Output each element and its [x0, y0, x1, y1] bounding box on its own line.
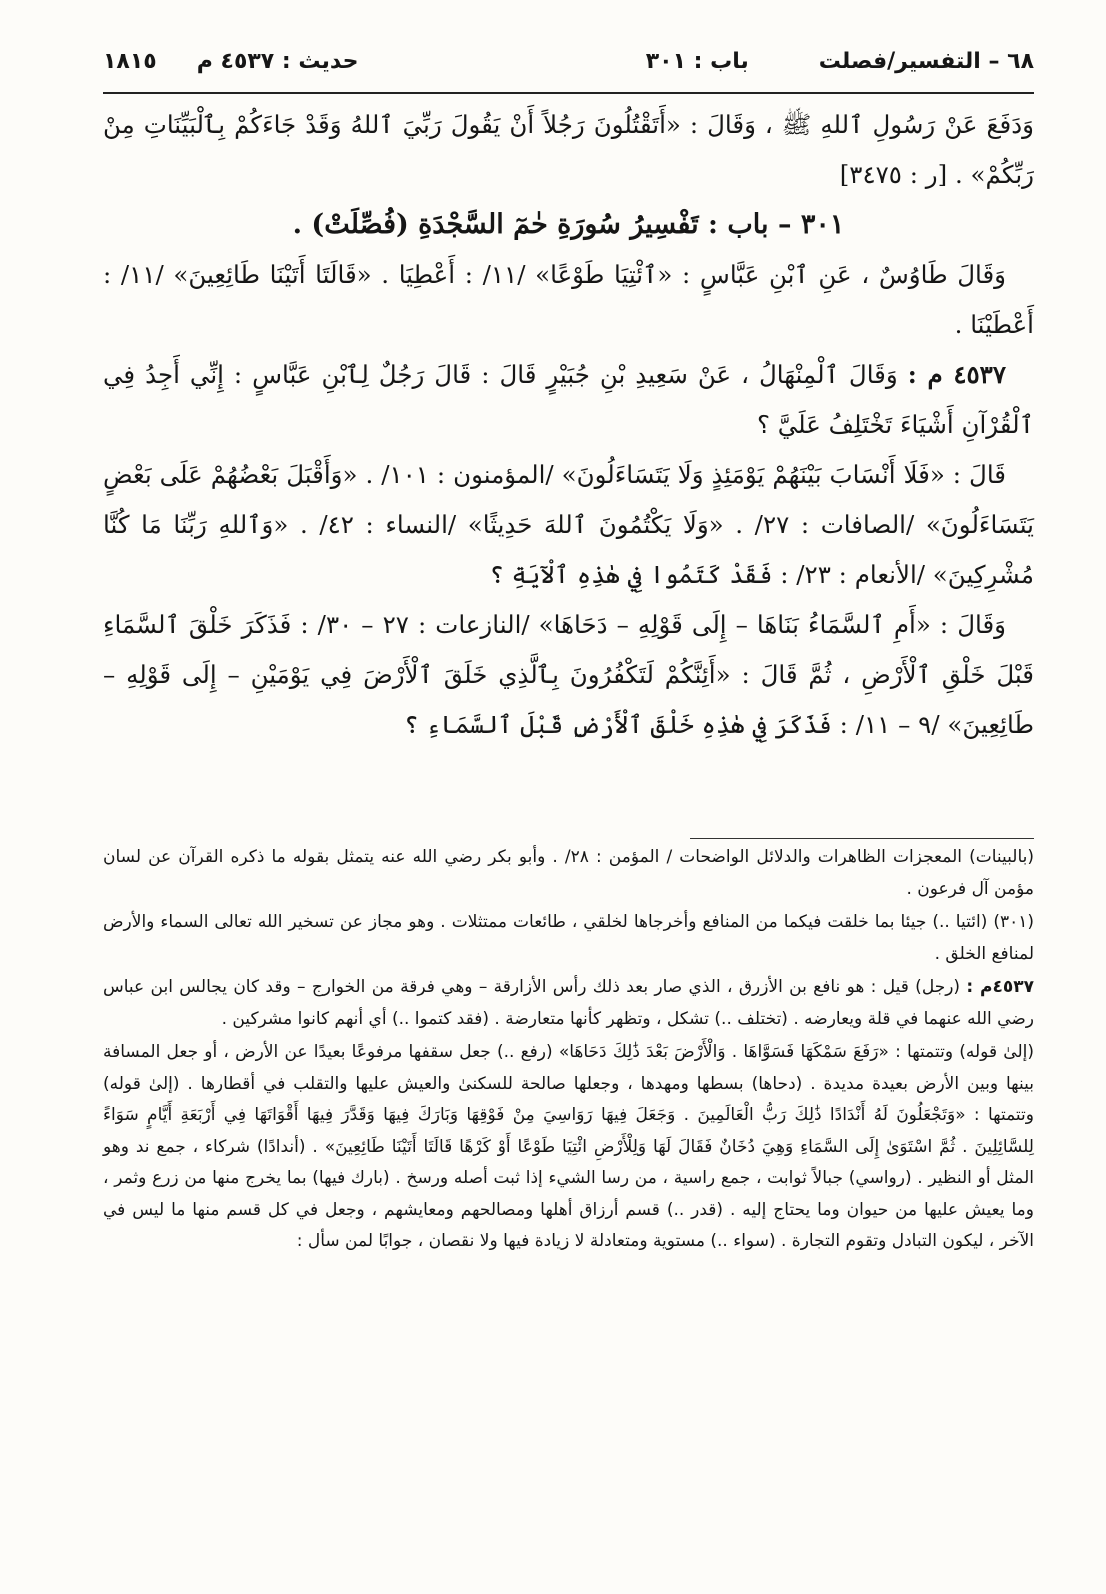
main-paragraph-1: وَدَفَعَ عَنْ رَسُولِ ٱللهِ ﷺ ، وَقَالَ : «أَتَقْتُلُونَ رَجُلاً أَنْ يَقُولَ رَبِّيَ ٱللهُ وَقَدْ جَاءَكُمْ بِٱلْبَيِّنَاتِ مِنْ رَبِّكُمْ» . [ر : ٣٤٧٥] [103, 110, 1034, 189]
hadith-text: وَقَالَ ٱلْمِنْهَالُ ، عَنْ سَعِيدِ بْنِ جُبَيْرٍ قَالَ : قَالَ رَجُلٌ لِٱبْنِ عَبَّاسٍ : إِنِّي أَجِدُ فِي ٱلْقُرْآنِ أَشْيَاءَ تَخْتَلِفُ عَلَيَّ ؟ [103, 360, 1034, 439]
footnote-2: (٣٠١) (ائتيا ..) جيئا بما خلقت فيكما من المنافع وأخرجاها لخلقي ، طائعات ممتثلات . وهو مجاز عن تسخير الله تعالى السماء والأرض لمنافع الخلق . [103, 912, 1034, 964]
hadith-number: ٤٥٣٧ م : [907, 360, 1006, 389]
page-number: ١٨١٥ [103, 48, 157, 74]
footnote-divider [690, 838, 1034, 839]
main-paragraph-4: قَالَ : «فَلَا أَنْسَابَ بَيْنَهُمْ يَوْمَئِذٍ وَلَا يَتَسَاءَلُونَ» /المؤمنون : ١٠١/ . «وَأَقْبَلَ بَعْضُهُمْ عَلَى بَعْضٍ يَتَسَاءَلُونَ» /الصافات : ٢٧/ . «وَلَا يَكْتُمُونَ ٱللهَ حَدِيثًا» /النساء : ٤٢/ . «وَٱللهِ رَبِّنَا مَا كُنَّا مُشْرِكِينَ» /الأنعام : ٢٣/ : فَقَدْ كَتَمُوا فِي هٰذِهِ ٱلْآيَةِ ؟ [103, 460, 1034, 589]
main-paragraph-2: وَقَالَ طَاوُسٌ ، عَنِ ٱبْنِ عَبَّاسٍ : «ٱئْتِيَا طَوْعًا» /١١/ : أَعْطِيَا . «قَالَتَا أَتَيْنَا طَائِعِينَ» /١١/ : أَعْطَيْنَا . [103, 260, 1034, 339]
chapter-ref: باب : ٣٠١ [645, 48, 749, 74]
footnote-4: (إلىٰ قوله) وتتمتها : «رَفَعَ سَمْكَهَا فَسَوَّاهَا . وَالْأَرْضَ بَعْدَ ذَٰلِكَ دَحَاهَا» (رفع ..) جعل سقفها مرفوعًا بعيدًا عن الأرض ، أو جعل المسافة بينها وبين الأرض بعيدة مديدة . (دحاها) بسطها ومهدها ، وجعلها صالحة للسكنىٰ والعيش عليها والتقلب في أقطارها . (إلىٰ قوله) وتتمتها : «وَتَجْعَلُونَ لَهُ أَنْدَادًا ذَٰلِكَ رَبُّ الْعَالَمِينَ . وَجَعَلَ فِيهَا رَوَاسِيَ مِنْ فَوْقِهَا وَبَارَكَ فِيهَا وَقَدَّرَ فِيهَا أَقْوَاتَهَا فِي أَرْبَعَةِ أَيَّامٍ سَوَاءً لِلسَّائِلِينَ . ثُمَّ اسْتَوَىٰ إِلَى السَّمَاءِ وَهِيَ دُخَانٌ فَقَالَ لَهَا وَلِلْأَرْضِ ائْتِيَا طَوْعًا أَوْ كَرْهًا قَالَتَا أَتَيْنَا طَائِعِينَ» . (أندادًا) شركاء ، جمع ند وهو المثل أو النظير . (رواسي) جبالاً ثوابت ، جمع راسية ، من رسا الشيء إذا ثبت أصله ورسخ . (بارك فيها) بما يخرج منها من زرع وثمر ، وما يعيش عليها من حيوان وما يحتاج إليه . (قدر ..) قسم أرزاق أهلها ومصالحهم ومعايشهم ، وجعل في كل قسم منها ما ليس في الآخر ، ليكون التبادل وتقوم التجارة . (سواء ..) مستوية ومتعادلة لا زيادة فيها ولا نقصان ، جوابًا لمن سأل : [103, 1042, 1034, 1251]
header-right [646, 49, 1034, 74]
book-title: ٦٨ – التفسير/فصلت [818, 48, 1034, 74]
running-header [103, 38, 1034, 84]
footnote-3 [103, 972, 1034, 1035]
main-text [103, 100, 1034, 750]
main-paragraph-3 [103, 350, 1034, 450]
footnotes [103, 842, 1034, 1260]
footnote-1: (بالبينات) المعجزات الظاهرات والدلائل الواضحات / المؤمن : ٢٨/ . وأبو بكر رضي الله عنه يتمثل بقوله ما ذكره القرآن عن لسان مؤمن آل فرعون . [103, 847, 1035, 899]
header-divider [103, 92, 1034, 94]
section-title: ٣٠١ – باب : تَفْسِيرُ سُورَةِ حٰمٓ السَّجْدَةِ (فُصِّلَتْ) . [292, 209, 845, 240]
hadith-ref: حديث : ٤٥٣٧ م [196, 48, 359, 74]
footnote-3-label: ٤٥٣٧م : [966, 977, 1034, 997]
header-left [103, 49, 358, 74]
main-paragraph-5: وَقَالَ : «أَمِ ٱلسَّمَاءُ بَنَاهَا – إِلَى قَوْلِهِ – دَحَاهَا» /النازعات : ٢٧ – ٣٠/ : فَذَكَرَ خَلْقَ ٱلسَّمَاءِ قَبْلَ خَلْقِ ٱلْأَرْضِ ، ثُمَّ قَالَ : «أَئِنَّكُمْ لَتَكْفُرُونَ بِٱلَّذِي خَلَقَ ٱلْأَرْضَ فِي يَوْمَيْنِ – إِلَى قَوْلِهِ – طَائِعِينَ» /٩ – ١١/ : فَذَكَرَ فِي هٰذِهِ خَلْقَ ٱلْأَرْضِ قَبْلَ ٱلسَّمَاءِ ؟ [103, 610, 1034, 739]
footnote-3-text: (رجل) قيل : هو نافع بن الأزرق ، الذي صار بعد ذلك رأس الأزارقة – وهي فرقة من الخوارج – وقد كان يجالس ابن عباس رضي الله عنهما في قلة ويعارضه . (تختلف ..) تشكل ، وتظهر كأنها متعارضة . (فقد كتموا ..) أي أنهم كانوا مشركين . [103, 977, 1034, 1029]
